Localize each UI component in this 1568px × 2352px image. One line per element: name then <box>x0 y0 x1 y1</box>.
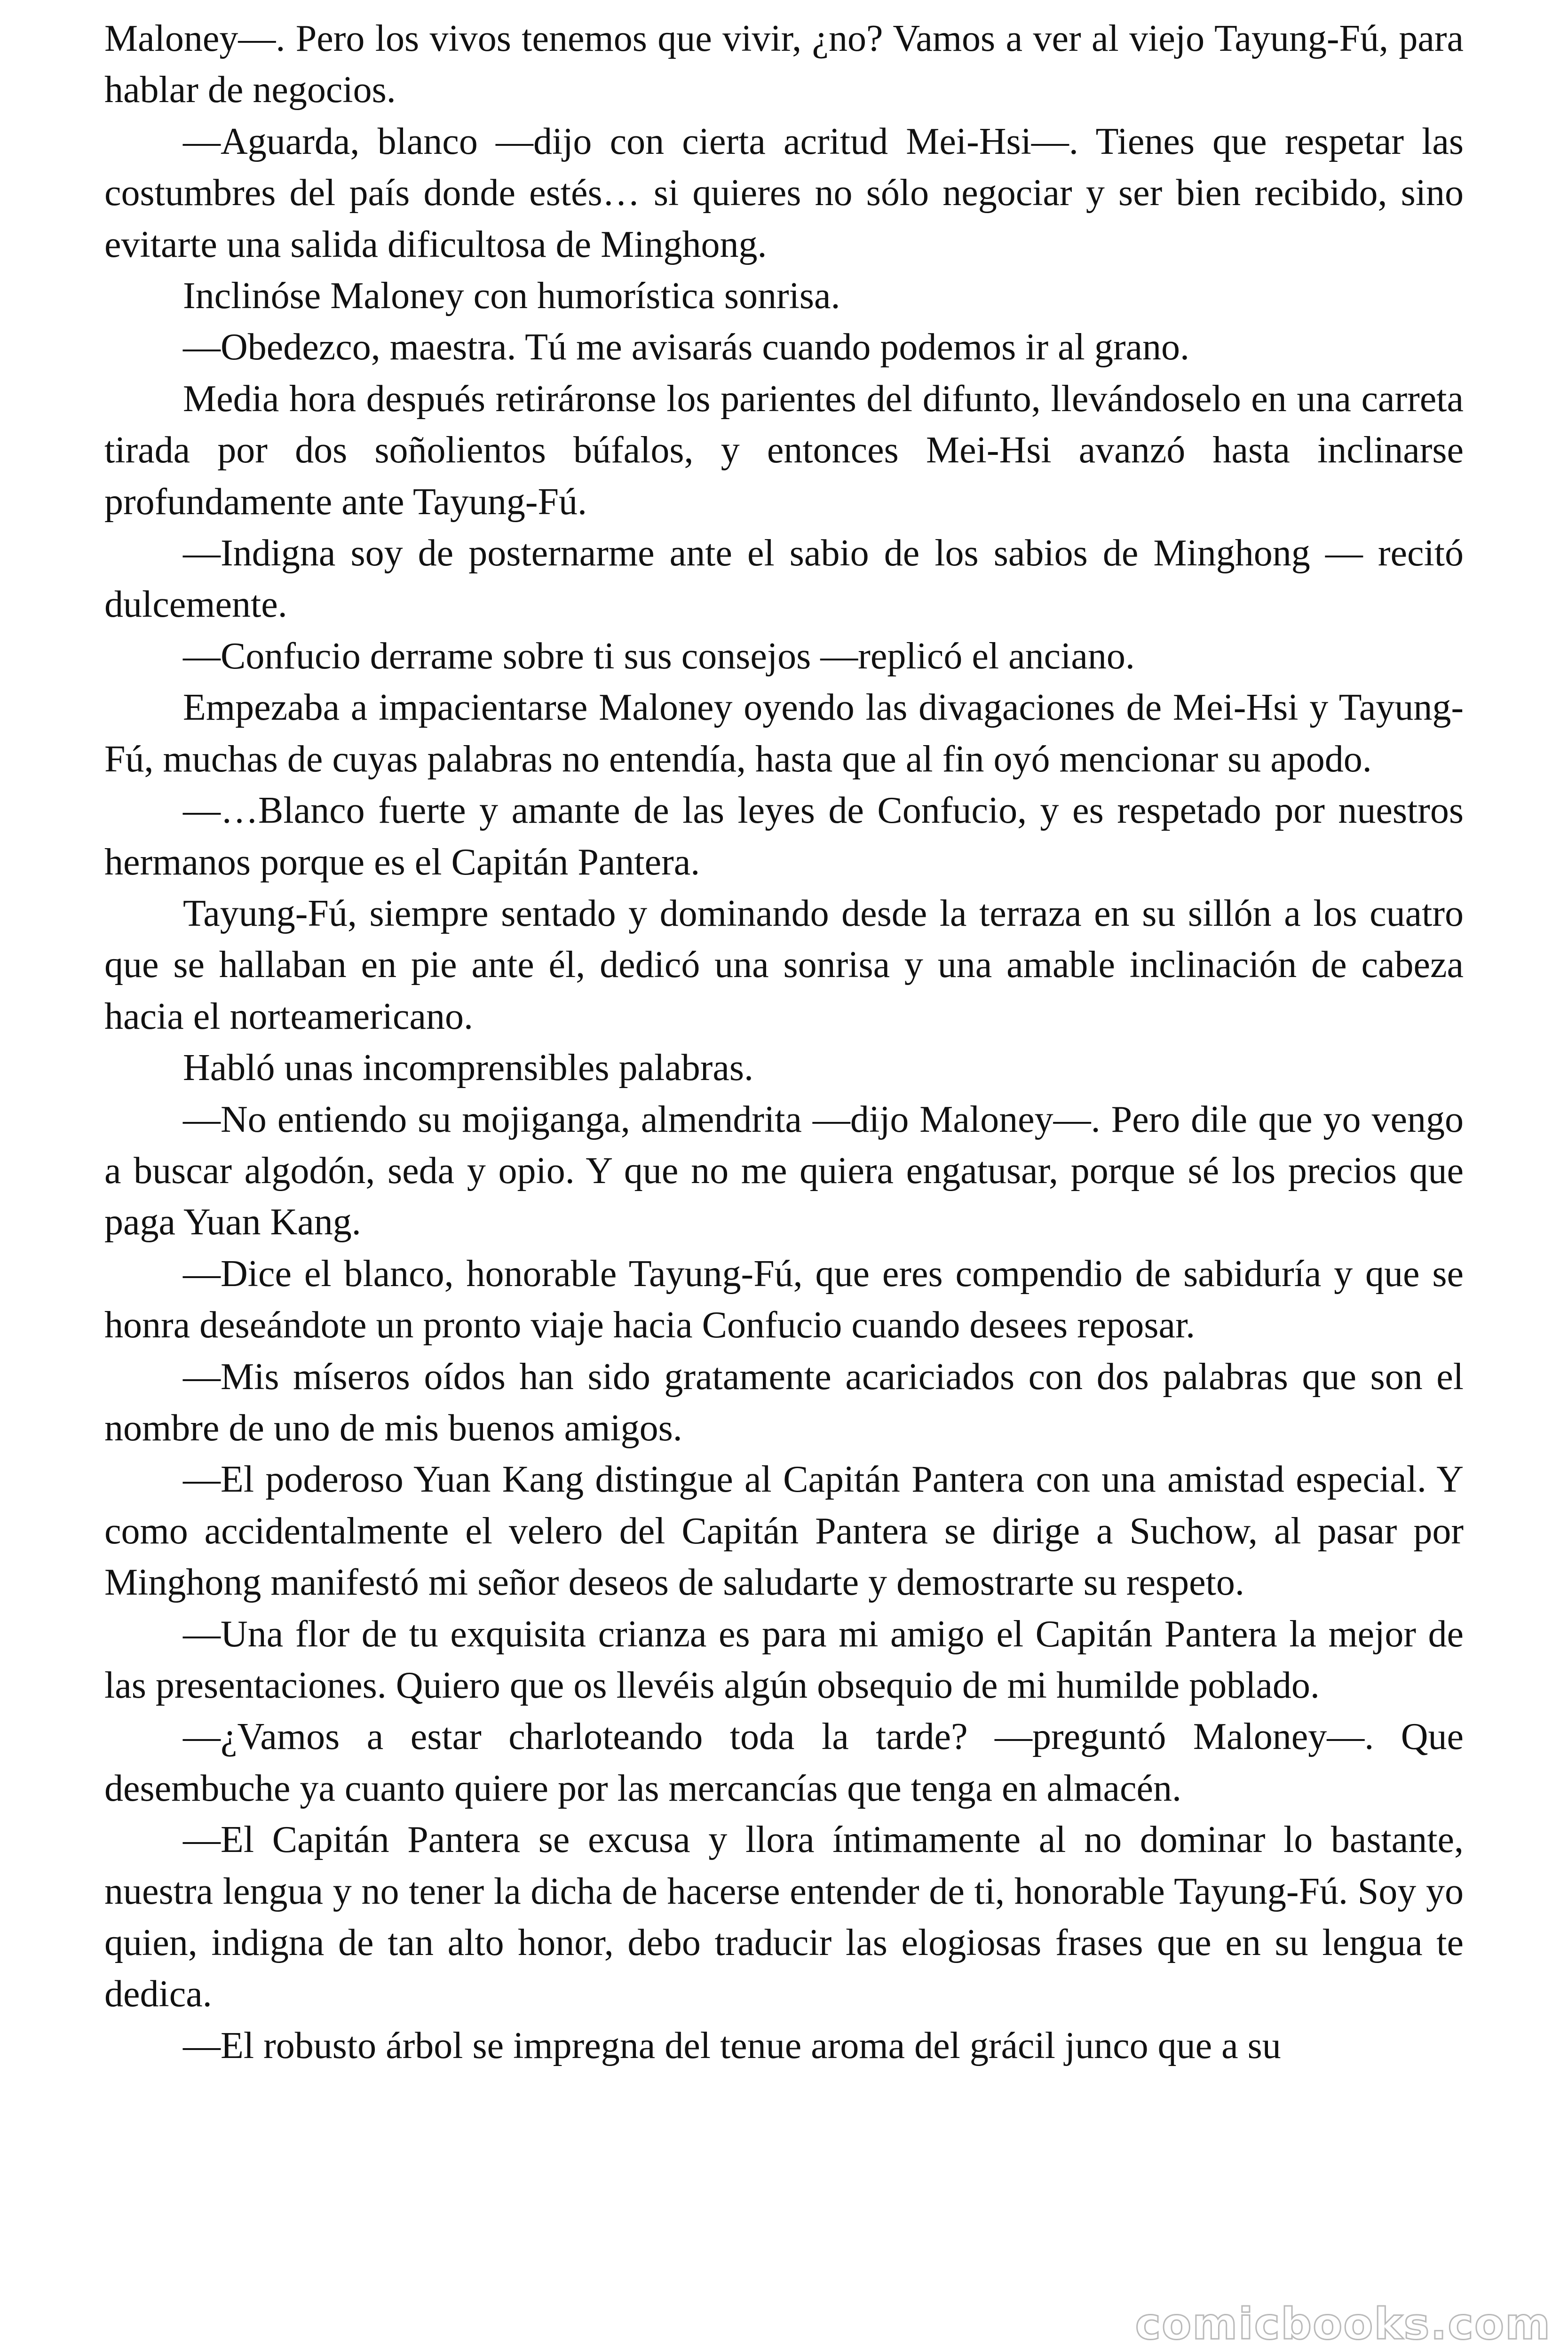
page-body-text <box>104 13 1464 2072</box>
paragraph: Tayung-Fú, siempre sentado y dominando desde la terraza en su sillón a los cuatro que se hallaban en pie ante él, dedicó una sonrisa y una amable inclinación de cabeza hacia el norteamericano. <box>104 892 1464 1037</box>
paragraph: —Indigna soy de posternarme ante el sabio de los sabios de Minghong — recitó dulcemente. <box>104 532 1464 626</box>
watermark: comicbooks.com <box>1132 2299 1555 2349</box>
paragraph: —…Blanco fuerte y amante de las leyes de Confucio, y es respetado por nuestros hermanos porque es el Capitán Pantera. <box>104 790 1464 883</box>
paragraph: Inclinóse Maloney con humorística sonrisa. <box>183 275 840 317</box>
paragraph: —No entiendo su mojiganga, almendrita —dijo Maloney—. Pero dile que yo vengo a buscar algodón, seda y opio. Y que no me quiera engatusar, porque sé los precios que paga Yuan Kang. <box>104 1098 1464 1243</box>
paragraph: —El robusto árbol se impregna del tenue aroma del grácil junco que a su <box>183 2025 1281 2066</box>
paragraph: Empezaba a impacientarse Maloney oyendo las divagaciones de Mei-Hsi y Tayung-Fú, muchas de cuyas palabras no entendía, hasta que al fin oyó mencionar su apodo. <box>104 687 1464 780</box>
paragraph: Maloney—. Pero los vivos tenemos que vivir, ¿no? Vamos a ver al viejo Tayung-Fú, para hablar de negocios. <box>104 18 1464 111</box>
paragraph: —Dice el blanco, honorable Tayung-Fú, que eres compendio de sabiduría y que se honra deseándote un pronto viaje hacia Confucio cuando desees reposar. <box>104 1253 1464 1346</box>
paragraph: —¿Vamos a estar charloteando toda la tarde? —preguntó Maloney—. Que desembuche ya cuanto quiere por las mercancías que tenga en almacén. <box>104 1716 1464 1809</box>
paragraph: —Mis míseros oídos han sido gratamente acariciados con dos palabras que son el nombre de uno de mis buenos amigos. <box>104 1356 1464 1449</box>
paragraph: —Confucio derrame sobre ti sus consejos —replicó el anciano. <box>183 635 1135 677</box>
paragraph: Media hora después retiráronse los parientes del difunto, llevándoselo en una carreta tirada por dos soñolientos búfalos, y entonces Mei-Hsi avanzó hasta inclinarse profundamente ante Tayung-Fú. <box>104 378 1464 523</box>
paragraph: —Una flor de tu exquisita crianza es para mi amigo el Capitán Pantera la mejor de las presentaciones. Quiero que os llevéis algún obsequio de mi humilde poblado. <box>104 1613 1464 1706</box>
paragraph: Habló unas incomprensibles palabras. <box>183 1047 754 1089</box>
paragraph: —El poderoso Yuan Kang distingue al Capitán Pantera con una amistad especial. Y como accidentalmente el velero del Capitán Pantera se dirige a Suchow, al pasar por Minghong manifestó mi señor deseos de saludarte y demostrarte su respeto. <box>104 1459 1464 1604</box>
paragraph: —Obedezco, maestra. Tú me avisarás cuando podemos ir al grano. <box>183 326 1189 368</box>
paragraph: —El Capitán Pantera se excusa y llora íntimamente al no dominar lo bastante, nuestra lengua y no tener la dicha de hacerse entender de ti, honorable Tayung-Fú. Soy yo quien, indigna de tan alto honor, debo traducir las elogiosas frases que en su lengua te dedica. <box>104 1819 1464 2015</box>
paragraph: —Aguarda, blanco —dijo con cierta acritud Mei-Hsi—. Tienes que respetar las costumbres del país donde estés… si quieres no sólo negociar y ser bien recibido, sino evitarte una salida dificultosa de Minghong. <box>104 120 1464 265</box>
